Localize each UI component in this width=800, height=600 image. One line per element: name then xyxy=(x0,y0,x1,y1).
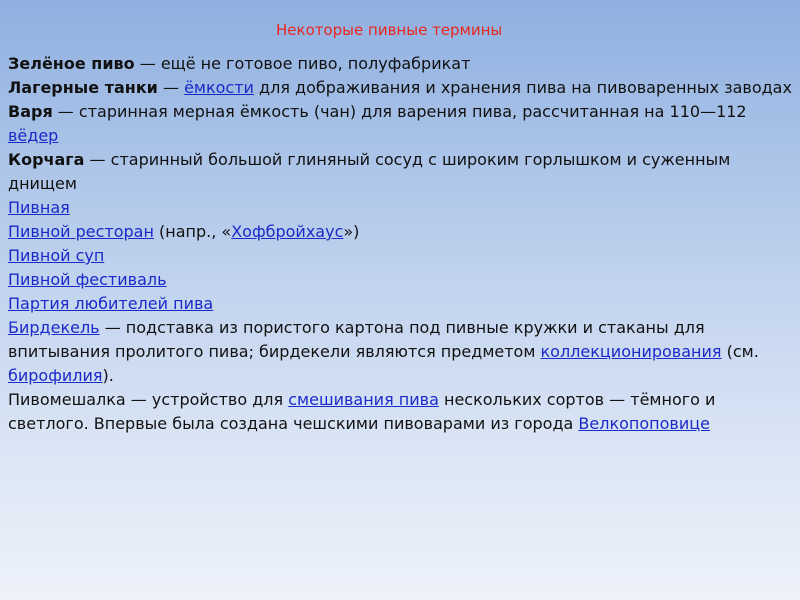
entry-korchaga xyxy=(8,148,794,196)
link-partiya-lyubiteley-piva[interactable]: Партия любителей пива xyxy=(8,294,214,313)
term-definition: — старинный большой глиняный сосуд с широким горлышком и суженным днищем xyxy=(8,150,731,193)
entry-text: нескольких сортов — тёмного и светлого. Впервые была создана чешскими пивоварами из города xyxy=(8,390,716,433)
entry-text: ). xyxy=(102,366,114,385)
term-label: Лагерные танки xyxy=(8,78,158,97)
term-definition: для дображивания и хранения пива на пивоваренных заводах xyxy=(253,78,792,97)
link-hofbrauhaus[interactable]: Хофбройхаус xyxy=(231,222,344,241)
term-label: Зелёное пиво xyxy=(8,54,135,73)
entry-text: ») xyxy=(343,222,360,241)
entry-pivomeshalka xyxy=(8,388,794,436)
slide-title: Некоторые пивные термины xyxy=(276,21,503,39)
entry-text: — подставка из пористого картона под пивные кружки и стаканы для впитывания пролитого пива; бирдекели являются предметом xyxy=(8,318,705,361)
term-definition: — xyxy=(157,78,185,97)
link-pivnaya[interactable]: Пивная xyxy=(8,198,70,217)
link-kollektsionirovaniya[interactable]: коллекционирования xyxy=(540,342,722,361)
entry-lagernye-tanki xyxy=(8,76,794,100)
link-velkopopovice[interactable]: Велкопоповице xyxy=(578,414,710,433)
link-emkosti[interactable]: ёмкости xyxy=(184,78,254,97)
term-definition: — ещё не готовое пиво, полуфабрикат xyxy=(134,54,471,73)
terms-list xyxy=(8,52,794,436)
entry-birdekel xyxy=(8,316,794,388)
entry-text: Пивомешалка — устройство для xyxy=(8,390,289,409)
term-label: Варя xyxy=(8,102,53,121)
entry-text: (напр., « xyxy=(153,222,232,241)
link-pivnoy-restoran[interactable]: Пивной ресторан xyxy=(8,222,154,241)
term-label: Корчага xyxy=(8,150,85,169)
entry-pivnoy-festival xyxy=(8,268,794,292)
link-pivnoy-festival[interactable]: Пивной фестиваль xyxy=(8,270,167,289)
link-veder[interactable]: вёдер xyxy=(8,126,59,145)
link-pivnoy-sup[interactable]: Пивной суп xyxy=(8,246,105,265)
entry-zelenoe-pivo xyxy=(8,52,794,76)
entry-text: (см. xyxy=(721,342,759,361)
entry-partiya xyxy=(8,292,794,316)
link-smeshivaniya-piva[interactable]: смешивания пива xyxy=(288,390,439,409)
link-birofiliya[interactable]: бирофилия xyxy=(8,366,103,385)
entry-pivnoy-restoran xyxy=(8,220,794,244)
link-birdekel[interactable]: Бирдекель xyxy=(8,318,100,337)
entry-pivnaya xyxy=(8,196,794,220)
entry-pivnoy-sup xyxy=(8,244,794,268)
term-definition: — старинная мерная ёмкость (чан) для варения пива, рассчитанная на 110—112 xyxy=(52,102,747,121)
entry-varya xyxy=(8,100,794,148)
